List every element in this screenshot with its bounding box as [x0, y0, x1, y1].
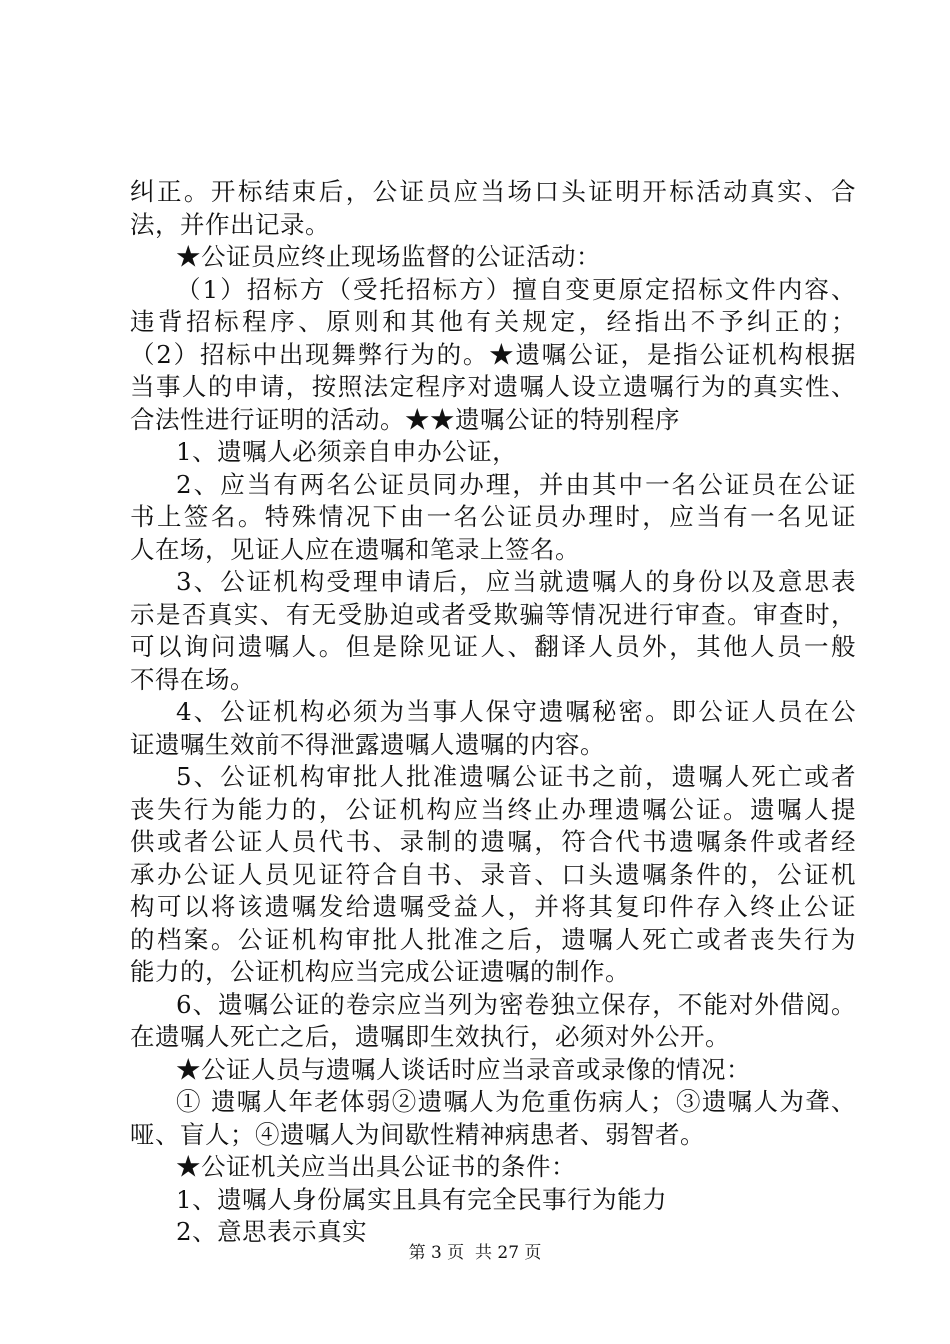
- document-body: [130, 176, 856, 1249]
- text-line: 证遗嘱生效前不得泄露遗嘱人遗嘱的内容。: [130, 729, 605, 759]
- text-line: 违背招标程序、原则和其他有关规定，经指出不予纠正的；: [130, 307, 856, 336]
- text-line: 承办公证人员见证符合自书、录音、口头遗嘱条件的，公证机: [130, 859, 856, 889]
- text-line: 6、遗嘱公证的卷宗应当列为密卷独立保存，不能对外借阅。: [176, 989, 856, 1019]
- text-line: （2）招标中出现舞弊行为的。★遗嘱公证，是指公证机构根据: [130, 339, 856, 369]
- text-line: 法，并作出记录。: [130, 209, 330, 239]
- text-line: 3、公证机构受理申请后，应当就遗嘱人的身份以及意思表: [176, 567, 856, 596]
- text-line: 哑、盲人；④遗嘱人为间歇性精神病患者、弱智者。: [130, 1119, 705, 1149]
- text-line: 不得在场。: [130, 664, 255, 694]
- text-line: 供或者公证人员代书、录制的遗嘱，符合代书遗嘱条件或者经: [130, 827, 856, 856]
- text-line: 2、应当有两名公证员同办理，并由其中一名公证员在公证: [176, 469, 856, 499]
- text-line: 丧失行为能力的，公证机构应当终止办理遗嘱公证。遗嘱人提: [130, 794, 856, 824]
- text-line: 的档案。公证机构审批人批准之后，遗嘱人死亡或者丧失行为: [130, 924, 856, 954]
- text-line: 纠正。开标结束后，公证员应当场口头证明开标活动真实、合: [130, 177, 856, 206]
- text-line: ★公证员应终止现场监督的公证活动：: [176, 242, 601, 271]
- text-line: 合法性进行证明的活动。★★遗嘱公证的特别程序: [130, 404, 680, 434]
- text-line: （1）招标方（受托招标方）擅自变更原定招标文件内容、: [176, 274, 856, 304]
- text-line: 2、意思表示真实: [176, 1217, 368, 1246]
- text-line: ★公证人员与遗嘱人谈话时应当录音或录像的情况：: [176, 1054, 751, 1084]
- text-line: 在遗嘱人死亡之后，遗嘱即生效执行，必须对外公开。: [130, 1022, 730, 1051]
- text-line: 书上签名。特殊情况下由一名公证员办理时，应当有一名见证: [130, 502, 856, 531]
- text-line: 1、遗嘱人必须亲自申办公证，: [176, 437, 518, 466]
- text-line: ① 遗嘱人年老体弱②遗嘱人为危重伤病人；③遗嘱人为聋、: [176, 1087, 856, 1116]
- text-line: 1、遗嘱人身份属实且具有完全民事行为能力: [176, 1184, 668, 1214]
- page-footer: [0, 1242, 950, 1264]
- text-line: 构可以将该遗嘱发给遗嘱受益人，并将其复印件存入终止公证: [130, 892, 856, 921]
- text-line: 能力的，公证机构应当完成公证遗嘱的制作。: [130, 957, 630, 986]
- text-line: 当事人的申请，按照法定程序对遗嘱人设立遗嘱行为的真实性、: [130, 372, 856, 401]
- text-line: ★公证机关应当出具公证书的条件：: [176, 1152, 576, 1181]
- text-line: 人在场，见证人应在遗嘱和笔录上签名。: [130, 534, 580, 564]
- text-line: 4、公证机构必须为当事人保守遗嘱秘密。即公证人员在公: [176, 697, 856, 726]
- page-number-label: 第 3 页 共 27 页: [408, 1243, 542, 1263]
- text-line: 5、公证机构审批人批准遗嘱公证书之前，遗嘱人死亡或者: [176, 762, 856, 791]
- text-line: 可以询问遗嘱人。但是除见证人、翻译人员外，其他人员一般: [130, 632, 856, 661]
- text-line: 示是否真实、有无受胁迫或者受欺骗等情况进行审查。审查时，: [130, 599, 856, 629]
